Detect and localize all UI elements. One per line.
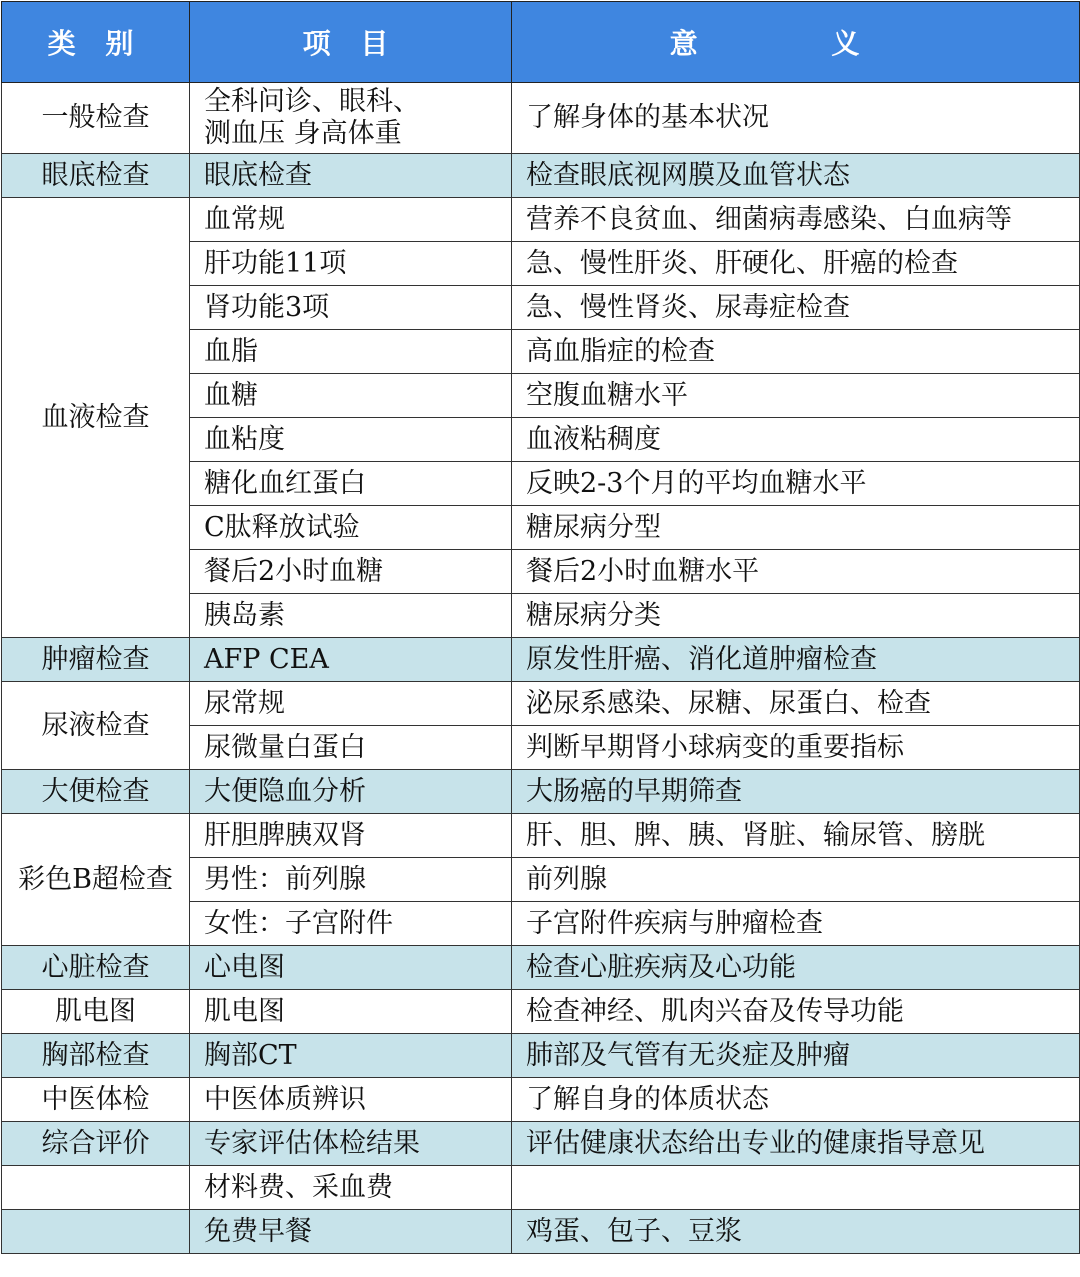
category-cell: 综合评价	[2, 1122, 190, 1166]
category-cell: 中医体检	[2, 1078, 190, 1122]
header-item: 项 目	[190, 2, 512, 83]
meaning-cell	[512, 1166, 1080, 1210]
item-cell: 肾功能3项	[190, 286, 512, 330]
table-row	[2, 638, 1080, 682]
meaning-cell: 大肠癌的早期筛查	[512, 770, 1080, 814]
category-cell	[2, 1166, 190, 1210]
item-cell: 材料费、采血费	[190, 1166, 512, 1210]
meaning-cell: 检查眼底视网膜及血管状态	[512, 154, 1080, 198]
meaning-cell: 反映2-3个月的平均血糖水平	[512, 462, 1080, 506]
meaning-cell: 鸡蛋、包子、豆浆	[512, 1210, 1080, 1254]
item-cell: 糖化血红蛋白	[190, 462, 512, 506]
meaning-cell: 子宫附件疾病与肿瘤检查	[512, 902, 1080, 946]
meaning-cell: 急、慢性肝炎、肝硬化、肝癌的检查	[512, 242, 1080, 286]
meaning-cell: 肝、胆、脾、胰、肾脏、输尿管、膀胱	[512, 814, 1080, 858]
meaning-cell: 餐后2小时血糖水平	[512, 550, 1080, 594]
item-cell: AFP CEA	[190, 638, 512, 682]
meaning-cell: 检查神经、肌肉兴奋及传导功能	[512, 990, 1080, 1034]
table-row	[2, 1166, 1080, 1210]
table-row	[2, 814, 1080, 858]
table-row	[2, 1078, 1080, 1122]
meaning-cell: 糖尿病分型	[512, 506, 1080, 550]
table-row	[2, 154, 1080, 198]
category-cell: 胸部检查	[2, 1034, 190, 1078]
item-cell: C肽释放试验	[190, 506, 512, 550]
table-row	[2, 946, 1080, 990]
item-cell: 中医体质辨识	[190, 1078, 512, 1122]
item-cell: 专家评估体检结果	[190, 1122, 512, 1166]
meaning-cell: 急、慢性肾炎、尿毒症检查	[512, 286, 1080, 330]
table-row	[2, 1034, 1080, 1078]
item-cell: 餐后2小时血糖	[190, 550, 512, 594]
item-cell: 肝胆脾胰双肾	[190, 814, 512, 858]
category-cell: 肿瘤检查	[2, 638, 190, 682]
item-cell: 肝功能11项	[190, 242, 512, 286]
item-line: 测血压 身高体重	[204, 118, 402, 149]
item-cell: 胸部CT	[190, 1034, 512, 1078]
meaning-cell: 了解自身的体质状态	[512, 1078, 1080, 1122]
item-cell: 女性：子宫附件	[190, 902, 512, 946]
meaning-cell: 泌尿系感染、尿糖、尿蛋白、检查	[512, 682, 1080, 726]
category-cell: 大便检查	[2, 770, 190, 814]
item-cell: 尿微量白蛋白	[190, 726, 512, 770]
item-line: 全科问诊、眼科、	[204, 86, 420, 117]
category-cell: 肌电图	[2, 990, 190, 1034]
meaning-cell: 前列腺	[512, 858, 1080, 902]
item-cell	[190, 83, 512, 154]
item-cell: 尿常规	[190, 682, 512, 726]
table-row	[2, 770, 1080, 814]
table-row	[2, 990, 1080, 1034]
category-cell: 彩色B超检查	[2, 814, 190, 946]
item-cell: 眼底检查	[190, 154, 512, 198]
meaning-cell: 血液粘稠度	[512, 418, 1080, 462]
meaning-cell: 了解身体的基本状况	[512, 83, 1080, 154]
item-cell: 血常规	[190, 198, 512, 242]
table-row	[2, 1210, 1080, 1254]
item-cell: 心电图	[190, 946, 512, 990]
meaning-cell: 营养不良贫血、细菌病毒感染、白血病等	[512, 198, 1080, 242]
meaning-cell: 高血脂症的检查	[512, 330, 1080, 374]
table-header-row	[2, 2, 1080, 83]
meaning-cell: 糖尿病分类	[512, 594, 1080, 638]
table-row	[2, 83, 1080, 154]
category-cell: 心脏检查	[2, 946, 190, 990]
category-cell: 眼底检查	[2, 154, 190, 198]
item-cell: 大便隐血分析	[190, 770, 512, 814]
meaning-cell: 原发性肝癌、消化道肿瘤检查	[512, 638, 1080, 682]
meaning-cell: 空腹血糖水平	[512, 374, 1080, 418]
item-cell: 男性：前列腺	[190, 858, 512, 902]
meaning-cell: 判断早期肾小球病变的重要指标	[512, 726, 1080, 770]
meaning-cell: 评估健康状态给出专业的健康指导意见	[512, 1122, 1080, 1166]
table-row	[2, 198, 1080, 242]
item-cell: 免费早餐	[190, 1210, 512, 1254]
table-row	[2, 682, 1080, 726]
category-cell: 一般检查	[2, 83, 190, 154]
checkup-table	[1, 1, 1080, 1254]
item-cell: 血粘度	[190, 418, 512, 462]
table-row	[2, 1122, 1080, 1166]
header-meaning: 意 义	[512, 2, 1080, 83]
category-cell: 尿液检查	[2, 682, 190, 770]
category-cell: 血液检查	[2, 198, 190, 638]
header-category: 类 别	[2, 2, 190, 83]
item-cell: 血糖	[190, 374, 512, 418]
item-cell: 胰岛素	[190, 594, 512, 638]
category-cell	[2, 1210, 190, 1254]
meaning-cell: 肺部及气管有无炎症及肿瘤	[512, 1034, 1080, 1078]
item-cell: 肌电图	[190, 990, 512, 1034]
meaning-cell: 检查心脏疾病及心功能	[512, 946, 1080, 990]
item-cell: 血脂	[190, 330, 512, 374]
